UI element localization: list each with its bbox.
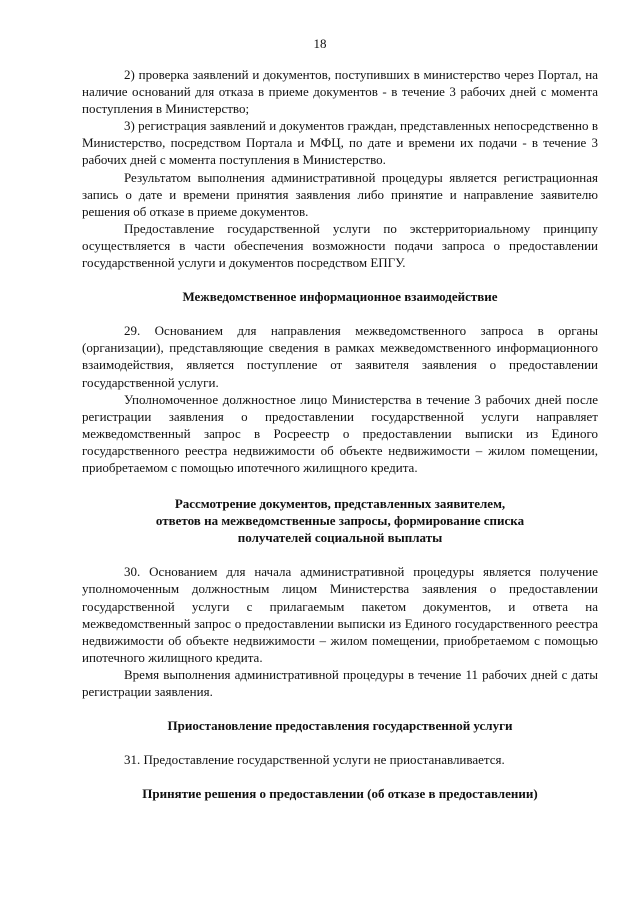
section-heading	[82, 717, 598, 734]
spacer	[82, 700, 598, 717]
spacer	[82, 476, 598, 495]
paragraph: 31. Предоставление государственной услуги не приостанавливается.	[124, 752, 505, 768]
paragraph: Результатом выполнения административной процедуры является регистрационная запись о дате и времени принятия заявления либо принятие и направление заявителю решения об отказе в приеме документов.	[82, 169, 598, 219]
paragraph: 29. Основанием для направления межведомственного запроса в органы (организации), представляющие сведения в рамках межведомственного информационного взаимодействия, является поступление от заявителя заявления о предоставлении государственной услуги.	[82, 323, 598, 390]
paragraph: Предоставление государственной услуги по экстерриториальному принципу осуществляется в части обеспечения возможности подачи запроса о предоставлении государственной услуги и документов посредством ЕПГУ.	[82, 220, 598, 271]
section-heading	[82, 288, 598, 305]
paragraph: 3) регистрация заявлений и документов граждан, представленных непосредственно в Министерство, посредством Портала и МФЦ, по дате и времени их подачи - в течение 3 рабочих дней с момента поступления в Министерство.	[82, 118, 598, 168]
section-heading	[82, 495, 598, 546]
section-heading-line: Приостановление предоставления государственной услуги	[167, 718, 513, 734]
section-heading-line: Рассмотрение документов, представленных заявителем,	[174, 496, 506, 512]
paragraph: Время выполнения административной процедуры в течение 11 рабочих дней с даты регистрации заявления.	[82, 666, 598, 699]
spacer	[82, 546, 598, 563]
section-heading-line: ответов на межведомственные запросы, формирование списка	[155, 513, 525, 529]
section-heading-line: Принятие решения о предоставлении (об отказе в предоставлении)	[142, 786, 538, 802]
paragraph: Уполномоченное должностное лицо Министерства в течение 3 рабочих дней после регистрации заявления о предоставлении государственной услуги направляет межведомственный запрос в Росреестр о предоставлении выписки из Единого государственного реестра недвижимости об объекте недвижимости – жилом помещении, приобретаемом с помощью ипотечного жилищного кредита.	[82, 391, 598, 475]
spacer	[82, 305, 598, 322]
section-heading	[82, 785, 598, 802]
section-heading-line: Межведомственное информационное взаимодействие	[182, 289, 498, 305]
spacer	[82, 734, 598, 751]
paragraph: 30. Основанием для начала административной процедуры является получение уполномоченным должностным лицом Министерства заявления о предоставлении государственной услуги с прилагаемым пакетом документов, и ответа на межведомственный запрос о предоставлении выписки из Единого государственного реестра недвижимости об объекте недвижимости – жилом помещении, приобретаемом с помощью ипотечного жилищного кредита.	[82, 564, 598, 665]
paragraph: 2) проверка заявлений и документов, поступивших в министерство через Портал, на наличие оснований для отказа в приеме документов - в течение 3 рабочих дней с момента поступления в Министерство;	[82, 67, 598, 117]
section-heading-line: получателей социальной выплаты	[237, 530, 443, 546]
spacer	[82, 271, 598, 288]
page-number: 18	[313, 36, 327, 51]
document-body	[82, 66, 598, 802]
spacer	[82, 768, 598, 785]
